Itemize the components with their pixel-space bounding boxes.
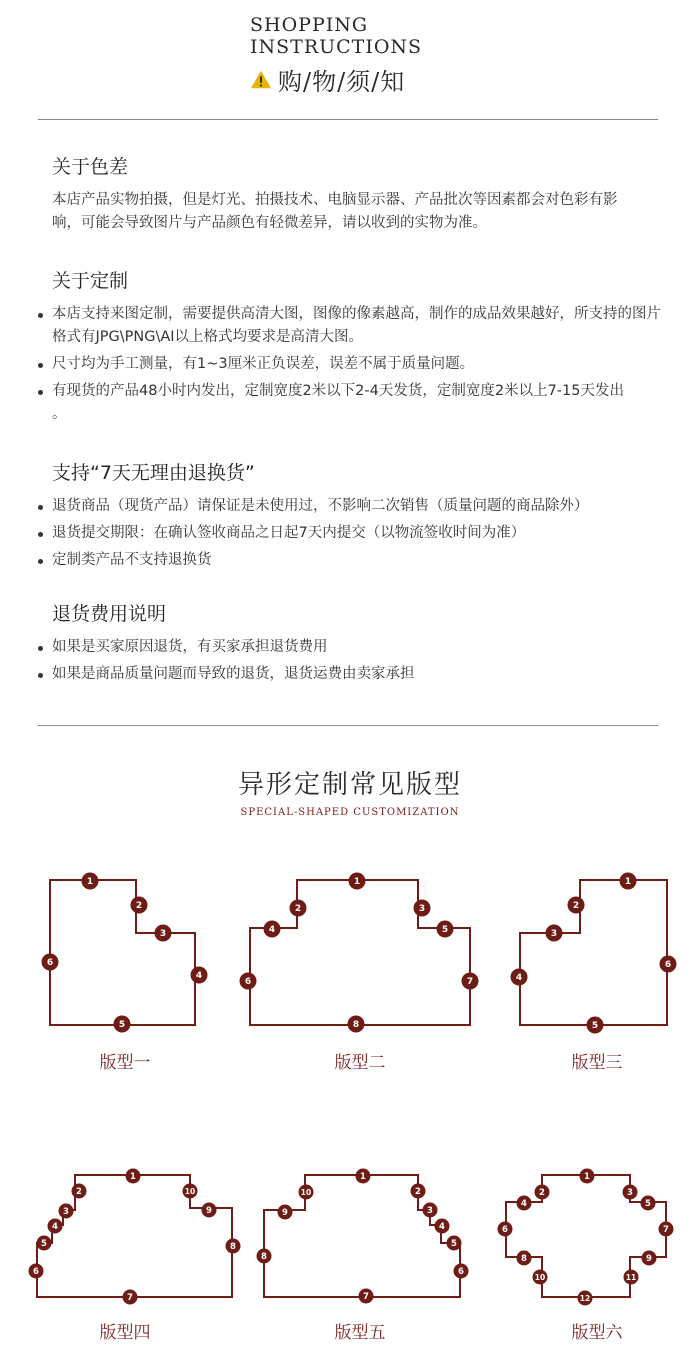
shape-marker-label: 3: [627, 1188, 633, 1199]
shape-outline: [37, 1175, 232, 1297]
section-title: 支持“7天无理由退换货”: [52, 462, 255, 484]
shape-marker-label: 11: [625, 1273, 637, 1283]
shape-marker-label: 1: [130, 1172, 136, 1183]
shapes-diagram: [0, 860, 700, 1320]
shape-marker-label: 12: [579, 1294, 591, 1304]
shape-marker-label: 1: [624, 877, 632, 888]
shape-1: [42, 873, 208, 1033]
shape-marker-label: 4: [521, 1199, 527, 1210]
shape-marker-label: 6: [502, 1225, 508, 1236]
shape-caption: 版型五: [334, 1323, 386, 1343]
list-item: 退货提交期限：在确认签收商品之日起7天内提交（以物流签收时间为准）: [52, 522, 672, 545]
section-color-difference: [52, 152, 672, 235]
shape-marker-label: 5: [591, 1021, 599, 1032]
shape-outline: [50, 880, 195, 1025]
shape-marker-label: 9: [282, 1208, 288, 1219]
shape-marker-label: 8: [261, 1252, 267, 1263]
shape-marker-label: 6: [458, 1267, 464, 1278]
custom-title-en: SPECIAL-SHAPED CUSTOMIZATION: [240, 807, 460, 818]
shape-marker-label: 7: [363, 1292, 369, 1303]
shape-marker-label: 4: [515, 973, 523, 984]
shape-3: [511, 873, 677, 1034]
shape-marker-label: 8: [352, 1020, 360, 1031]
divider-top: [38, 119, 658, 120]
header-english: [250, 14, 550, 58]
section-return-fees: [52, 599, 672, 690]
warning-icon: [250, 69, 272, 91]
shape-marker-label: 2: [539, 1188, 545, 1199]
shape-4: [29, 1169, 241, 1305]
shape-marker-label: 7: [127, 1293, 133, 1304]
shape-caption: 版型三: [571, 1053, 623, 1073]
shape-marker-label: 3: [427, 1206, 433, 1217]
shape-marker-label: 4: [195, 971, 203, 982]
shape-marker-label: 2: [76, 1187, 82, 1198]
shape-marker-label: 2: [135, 901, 143, 912]
shape-marker-label: 1: [584, 1172, 590, 1183]
shape-marker-label: 5: [645, 1199, 651, 1210]
shape-caption: 版型六: [571, 1323, 623, 1343]
shape-5: [257, 1169, 469, 1304]
shape-outline: [250, 880, 470, 1025]
shape-marker-label: 7: [466, 977, 474, 988]
shape-marker-label: 4: [439, 1222, 445, 1233]
shape-marker-label: 1: [86, 877, 94, 888]
header-english-line2: INSTRUCTIONS: [250, 36, 423, 58]
shape-marker-label: 1: [360, 1172, 366, 1183]
shape-marker-label: 3: [550, 929, 558, 940]
shape-6: [498, 1169, 674, 1306]
header-chinese: [250, 62, 405, 97]
section-returns: [52, 458, 672, 576]
shape-marker-label: 2: [572, 901, 580, 912]
shape-marker-label: 2: [415, 1187, 421, 1198]
shape-marker-label: 3: [63, 1207, 69, 1218]
shape-marker-label: 10: [300, 1188, 312, 1198]
shape-marker-label: 8: [521, 1254, 527, 1265]
custom-title-cn: 异形定制常见版型: [237, 770, 462, 800]
shape-marker-label: 9: [646, 1254, 652, 1265]
custom-title-block: [0, 764, 700, 818]
shape-marker-label: 8: [230, 1242, 236, 1253]
shape-marker-label: 5: [118, 1020, 126, 1031]
shape-marker-label: 10: [184, 1187, 196, 1197]
header-english-line1: SHOPPING: [250, 14, 369, 36]
shape-marker-label: 5: [41, 1239, 47, 1250]
shape-marker-label: 10: [534, 1273, 546, 1283]
list-item: 有现货的产品48小时内发出，定制宽度2米以下2-4天发货，定制宽度2米以上7-15天发出 。: [52, 380, 642, 426]
shape-caption: 版型四: [99, 1323, 151, 1343]
shape-outline: [264, 1175, 460, 1297]
shape-2: [240, 873, 479, 1033]
shape-caption: 版型一: [99, 1053, 151, 1073]
divider-bottom: [38, 725, 658, 726]
list-item: 定制类产品不支持退换货: [52, 549, 672, 572]
shape-marker-label: 9: [206, 1206, 212, 1217]
list-item: 如果是商品质量问题而导致的退货，退货运费由卖家承担: [52, 663, 672, 686]
list-item: 如果是买家原因退货，有买家承担退货费用: [52, 636, 672, 659]
shape-marker-label: 6: [33, 1267, 39, 1278]
shape-outline: [506, 1175, 666, 1297]
header-chinese-title: 购/物/须/知: [278, 68, 406, 96]
shape-marker-label: 6: [244, 977, 252, 988]
section-title: 关于定制: [52, 270, 129, 292]
shape-marker-label: 2: [294, 904, 302, 915]
shape-marker-label: 3: [418, 904, 426, 915]
shape-marker-label: 6: [46, 958, 54, 969]
shape-marker-label: 4: [52, 1222, 58, 1233]
shape-marker-label: 5: [441, 925, 449, 936]
shape-marker-label: 7: [663, 1225, 669, 1236]
section-title: 退货费用说明: [52, 603, 167, 625]
shape-caption: 版型二: [334, 1053, 386, 1073]
shape-marker-label: 1: [353, 877, 361, 888]
list-item: 尺寸均为手工测量，有1~3厘米正负误差，误差不属于质量问题。: [52, 353, 672, 376]
section-title: 关于色差: [52, 156, 129, 178]
section-paragraph: 本店产品实物拍摄，但是灯光、拍摄技术、电脑显示器、产品批次等因素都会对色彩有影响，可能会导致图片与产品颜色有轻微差异，请以收到的实物为准。: [52, 192, 618, 231]
section-customization: [52, 266, 672, 430]
shape-marker-label: 5: [451, 1239, 457, 1250]
shape-marker-label: 4: [268, 925, 276, 936]
shape-marker-label: 3: [159, 929, 167, 940]
shape-outline: [520, 880, 667, 1025]
list-item: 本店支持来图定制，需要提供高清大图，图像的像素越高，制作的成品效果越好，所支持的图片格式有JPG\PNG\AI以上格式均要求是高清大图。: [52, 303, 662, 349]
shape-marker-label: 6: [664, 960, 672, 971]
list-item: 退货商品（现货产品）请保证是未使用过，不影响二次销售（质量问题的商品除外）: [52, 495, 672, 518]
